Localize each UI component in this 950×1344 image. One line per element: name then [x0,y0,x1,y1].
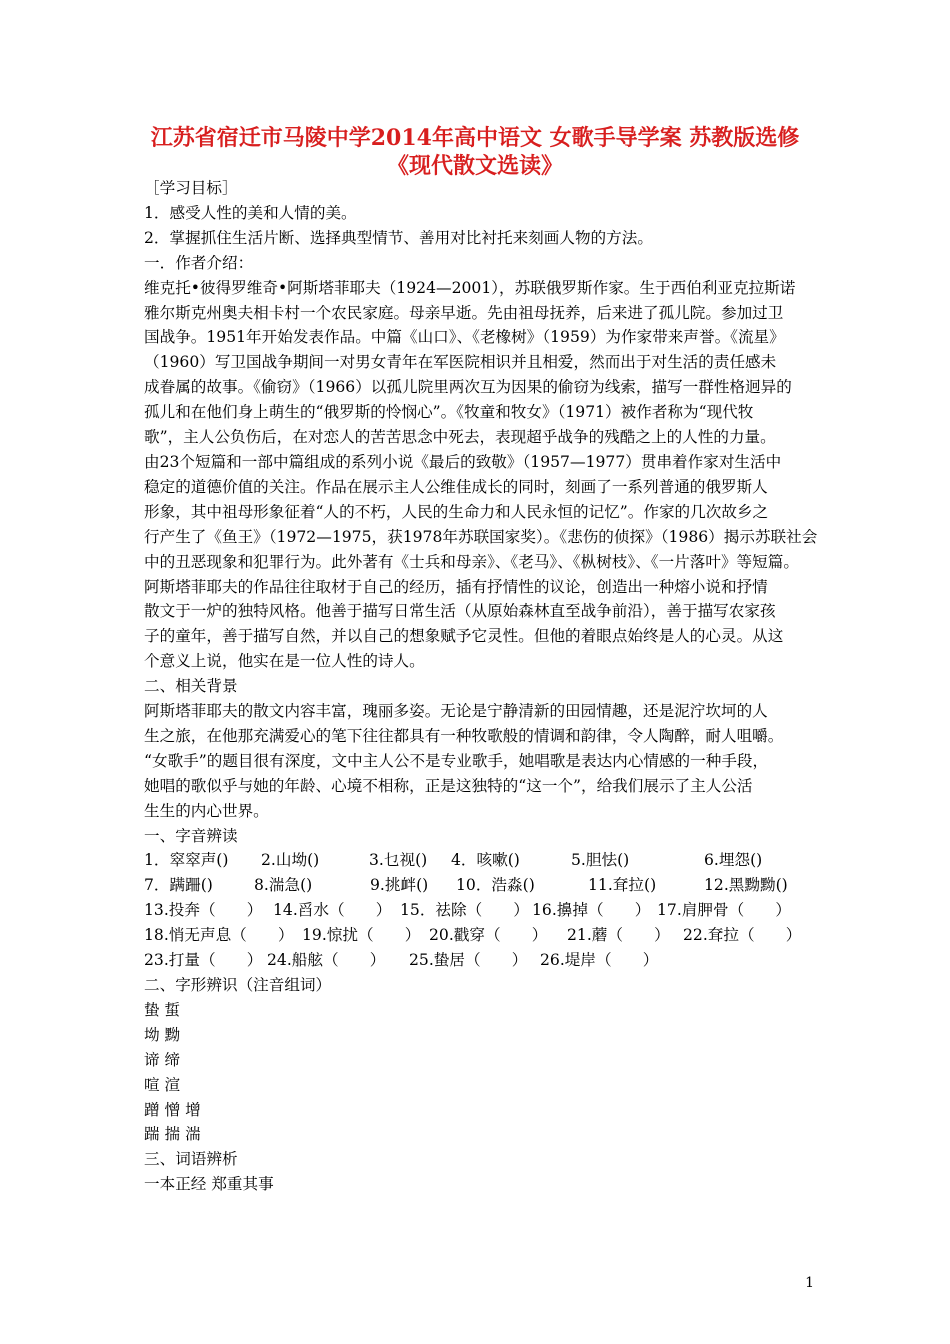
pronunciation-row [144,948,814,973]
background-line: 生生的内心世界。 [144,801,269,820]
pronunciation-item: 8.湍急() [254,876,313,895]
glyph-line: 喧 渲 [144,1075,181,1094]
objective-item: 2．掌握抓住生活片断、选择典型情节、善用对比衬托来刻画人物的方法。 [144,228,653,247]
glyph-line: 坳 黝 [144,1025,181,1044]
pronunciation-item: 13.投奔（ ） [144,901,263,920]
pronunciation-item: 26.堤岸（ ） [540,951,659,970]
background-line: 生之旅，在他那充满爱心的笔下往往都具有一种牧歌般的情调和韵律，令人陶醉，耐人咀嚼。 [144,726,784,745]
author-line: 行产生了《鱼王》（1972—1975，获1978年苏联国家奖）。《悲伤的侦探》（1986）揭示苏联社会 [144,527,818,546]
author-line: 中的丑恶现象和犯罪行为。此外著有《士兵和母亲》、《老马》、《枞树枝》、《一片落叶》等短篇。 [144,552,799,571]
pronunciation-item: 5.胆怯() [571,851,630,870]
page-number: 1 [805,1275,814,1291]
author-line: 维克托•彼得罗维奇•阿斯塔菲耶夫（1924—2001），苏联俄罗斯作家。生于西伯利亚克拉斯诺 [144,278,796,297]
pronunciation-row [144,923,814,948]
pronunciation-item: 7．蹒跚() [144,876,213,895]
author-line: 歌”，主人公负伤后，在对恋人的苦苦思念中死去，表现超乎战争的残酷之上的人性的力量。 [144,428,776,447]
document-body [144,176,818,1197]
document-title-line-2: 《现代散文选读》 [386,153,563,179]
pronunciation-item: 2.山坳() [261,851,320,870]
words-line: 一本正经 郑重其事 [144,1175,274,1194]
pronunciation-item: 21.蘑（ ） [567,926,670,945]
pronunciation-item: 25.蛰居（ ） [409,951,528,970]
author-line: 国战争。1951年开始发表作品。中篇《山口》、《老橡树》（1959）为作家带来声誉。《流星》 [144,328,785,347]
background-line: 阿斯塔菲耶夫的散文内容丰富，瑰丽多姿。无论是宁静清新的田园情趣，还是泥泞坎坷的人 [144,702,768,721]
pronunciation-item: 6.埋怨() [704,851,763,870]
glyphs-heading: 二、字形辨识（注音组词） [144,976,332,994]
author-line: （1960）写卫国战争期间一对男女青年在军医院相识并且相爱，然而出于对生活的责任感未 [144,353,777,372]
pronunciation-item: 12.黑黝黝() [704,876,788,895]
pronunciation-item: 10．浩淼() [456,876,535,895]
background-line: “女歌手”的题目很有深度，文中主人公不是专业歌手，她唱歌是表达内心情感的一种手段， [144,751,769,770]
author-line: 由23个短篇和一部中篇组成的系列小说《最后的致敬》（1957—1977）贯串着作家对生活中 [144,452,782,471]
author-heading: 一．作者介绍： [144,253,254,272]
glyph-line: 踹 揣 湍 [144,1125,201,1144]
pronunciation-item: 15．祛除（ ） [400,901,529,920]
author-line: 个意义上说，他实在是一位人性的诗人。 [144,652,425,671]
author-line: 散文于一炉的独特风格。他善于描写日常生活（从原始森林直至战争前沿），善于描写农家孩 [144,602,776,621]
author-line: 阿斯塔菲耶夫的作品往往取材于自己的经历，插有抒情性的议论，创造出一种熔小说和抒情 [144,577,768,596]
pronunciation-item: 24.船舷（ ） [267,951,386,970]
pronunciation-item: 14.舀水（ ） [273,901,392,920]
pronunciation-item: 9.挑衅() [370,876,429,895]
pronunciation-item: 1．窣窣声() [144,851,229,870]
background-line: 她唱的歌似乎与她的年龄、心境不相称，正是这独特的“这一个”，给我们展示了主人公活 [144,776,753,795]
pronunciation-item: 16.擤掉（ ） [532,901,651,920]
pronunciation-item: 20.戳穿（ ） [429,926,548,945]
author-line: 形象，其中祖母形象征着“人的不朽，人民的生命力和人民永恒的记忆”。作家的几次故乡之 [144,502,769,521]
pronunciation-item: 22.耷拉（ ） [683,926,802,945]
document-title-line-1: 江苏省宿迁市马陵中学2014年高中语文 女歌手导学案 苏教版选修 [150,125,800,151]
glyph-line: 谛 缔 [144,1050,181,1069]
author-line: 孤儿和在他们身上萌生的“俄罗斯的怜悯心”。《牧童和牧女》（1971）被作者称为“现代牧 [144,403,754,422]
author-line: 成眷属的故事。《偷窃》（1966）以孤儿院里两次互为因果的偷窃为线索，描写一群性格迥异的 [144,378,792,397]
pronunciation-row [144,848,814,873]
glyph-line: 蛰 蜇 [144,1000,181,1019]
pronunciation-item: 18.悄无声息（ ） [144,926,294,945]
glyph-line: 蹭 憎 增 [144,1100,201,1119]
pronunciation-item: 4．咳嗽() [451,851,520,870]
objectives-heading: ［学习目标］ [144,179,238,197]
author-line: 雅尔斯克州奥夫相卡村一个农民家庭。母亲早逝。先由祖母抚养，后来进了孤儿院。参加过卫 [144,303,784,322]
pronunciation-heading: 一、字音辨读 [144,826,238,845]
background-heading: 二、相关背景 [144,677,238,696]
pronunciation-item: 23.打量（ ） [144,951,263,970]
author-line: 子的童年，善于描写自然，并以自己的想象赋予它灵性。但他的着眼点始终是人的心灵。从这 [144,627,784,646]
pronunciation-item: 3.乜视() [369,851,428,870]
pronunciation-row [144,898,814,923]
words-heading: 三、词语辨析 [144,1150,238,1169]
pronunciation-item: 19.惊扰（ ） [302,926,421,945]
pronunciation-item: 11.耷拉() [588,876,657,895]
author-line: 稳定的道德价值的关注。作品在展示主人公维佳成长的同时，刻画了一系列普通的俄罗斯人 [144,477,768,496]
objective-item: 1．感受人性的美和人情的美。 [144,203,357,222]
pronunciation-item: 17.肩胛骨（ ） [657,901,791,920]
pronunciation-row [144,873,814,898]
